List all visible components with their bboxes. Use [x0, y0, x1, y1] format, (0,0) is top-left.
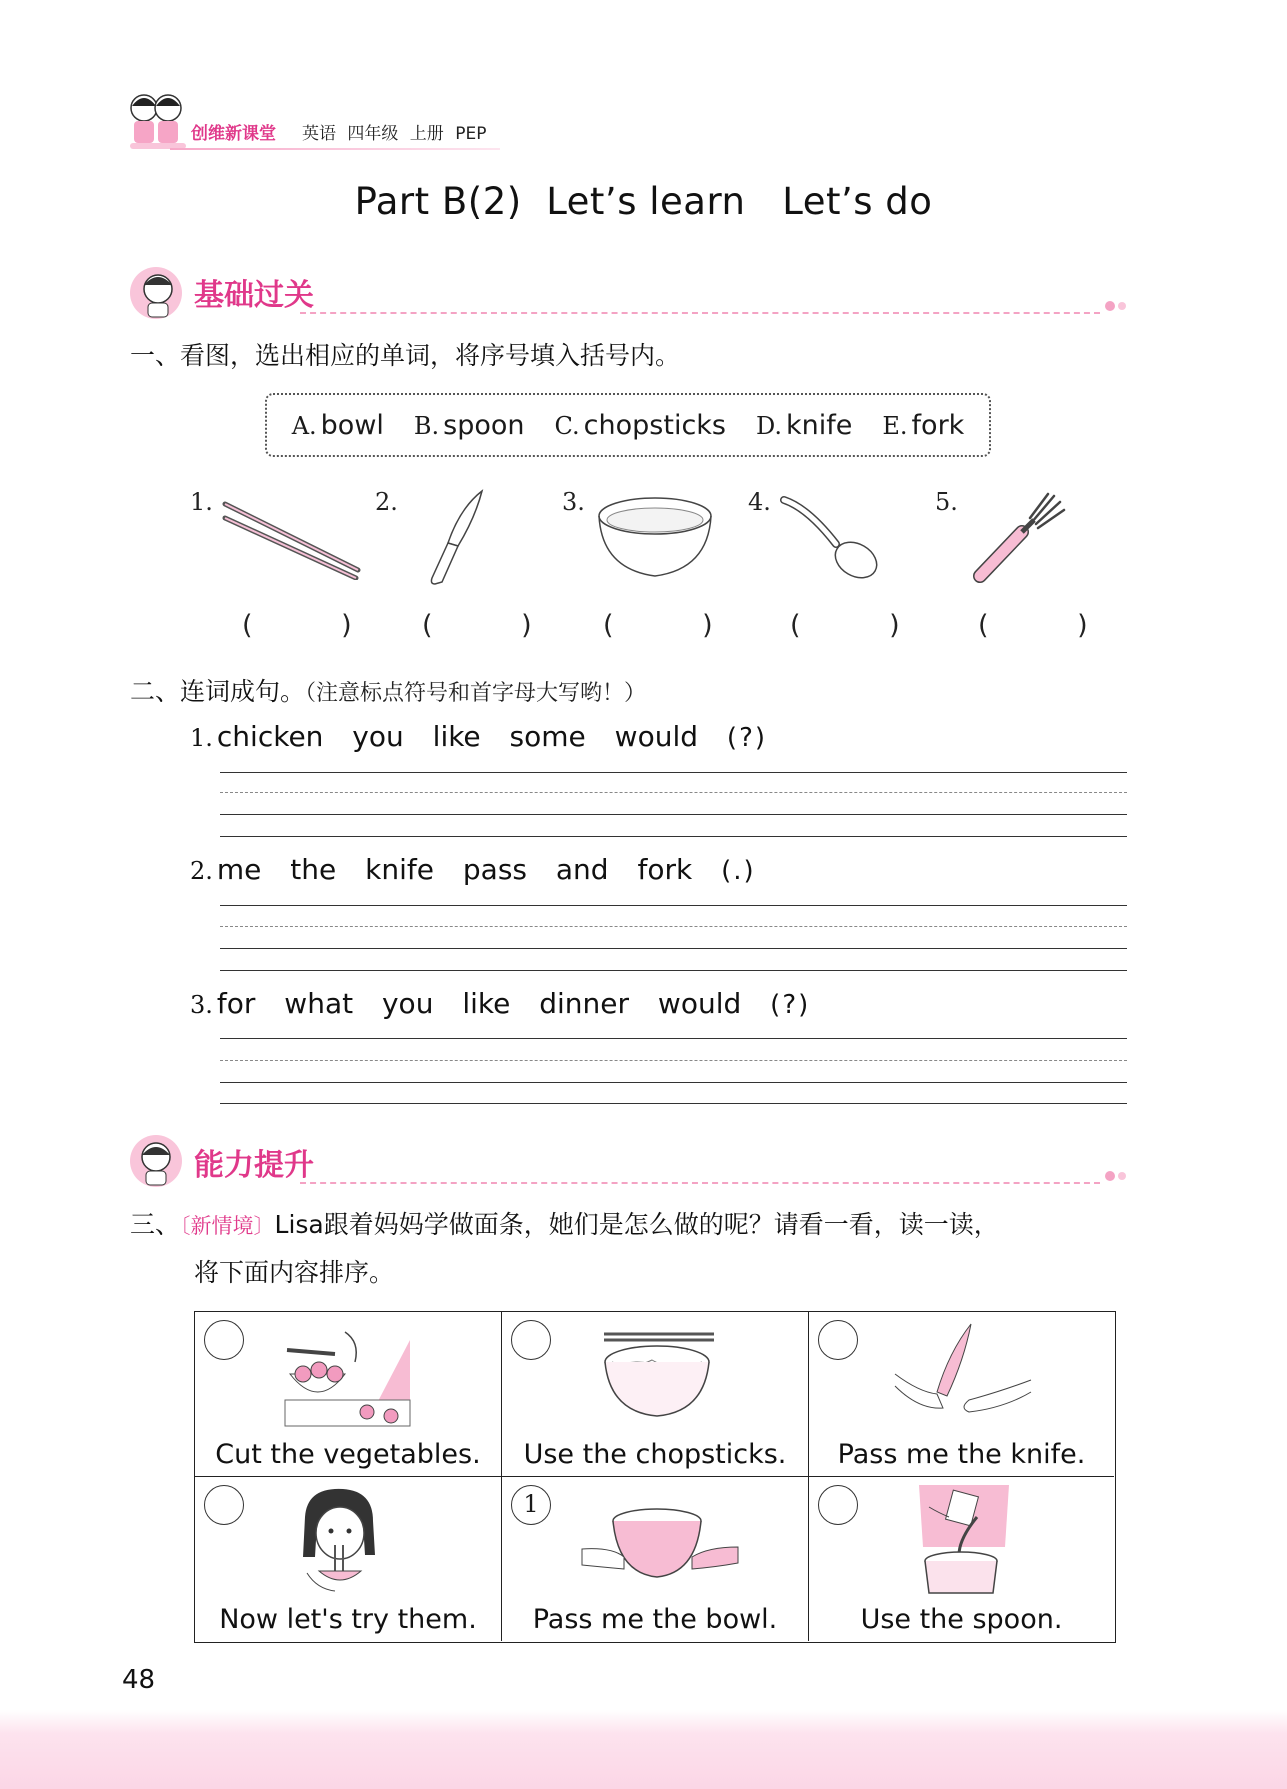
cutting-vegetables-icon — [195, 1312, 502, 1432]
step-cell — [195, 1312, 502, 1477]
step-cell — [809, 1312, 1114, 1477]
step-caption: Pass me the knife. — [837, 1439, 1086, 1470]
section-mascot-icon — [128, 1133, 184, 1189]
item-number: 1. — [190, 488, 213, 516]
chopsticks-icon — [222, 500, 362, 580]
new-context-tag: 〔新情境〕 — [180, 1214, 275, 1238]
ordering-grid — [194, 1311, 1116, 1643]
step-cell — [502, 1477, 809, 1641]
passing-knife-icon — [809, 1312, 1114, 1432]
pot-spoon-icon — [809, 1477, 1114, 1597]
sentence-2: 2. me the knife pass and fork (.) — [190, 853, 756, 886]
bank-item-b: B. spoon — [413, 409, 525, 441]
item-number: 4. — [748, 488, 771, 516]
footer-band — [0, 1710, 1287, 1789]
section-mascot-icon — [128, 265, 184, 321]
writing-line-dashed[interactable] — [220, 926, 1127, 927]
writing-line[interactable] — [220, 836, 1127, 837]
bank-item-e: E. fork — [882, 409, 965, 441]
step-caption: Use the chopsticks. — [523, 1439, 787, 1470]
brand-name: 创维新课堂 — [191, 124, 276, 144]
item-number: 5. — [935, 488, 958, 516]
answer-blank[interactable]: ( ) — [603, 610, 753, 641]
writing-line[interactable] — [220, 1103, 1127, 1104]
answer-blank[interactable]: ( ) — [242, 610, 392, 641]
page-title: Part B(2) Let’s learn Let’s do — [354, 180, 933, 223]
writing-line[interactable] — [220, 814, 1127, 815]
bank-item-c: C. chopsticks — [554, 409, 726, 441]
step-caption: Pass me the bowl. — [532, 1604, 778, 1635]
step-caption: Now let's try them. — [219, 1604, 477, 1635]
dots-decoration-icon — [1105, 1170, 1129, 1182]
bowl-icon — [596, 494, 714, 584]
step-cell — [809, 1477, 1114, 1641]
dots-decoration-icon — [1105, 300, 1129, 312]
answer-blank[interactable]: ( ) — [790, 610, 940, 641]
sentence-3: 3. for what you like dinner would (?) — [190, 987, 811, 1020]
writing-line-dashed[interactable] — [220, 1060, 1127, 1061]
header-divider — [170, 148, 500, 150]
word-bank — [265, 393, 991, 457]
section-divider — [300, 1182, 1100, 1184]
step-caption: Cut the vegetables. — [215, 1439, 481, 1470]
step-cell — [502, 1312, 809, 1477]
writing-line-dashed[interactable] — [220, 792, 1127, 793]
writing-line[interactable] — [220, 948, 1127, 949]
writing-line[interactable] — [220, 970, 1127, 971]
passing-bowl-icon — [502, 1477, 809, 1597]
section-title-basic: 基础过关 — [194, 278, 314, 313]
bank-item-a: A. bowl — [291, 409, 384, 441]
book-info: 英语 四年级 上册 PEP — [302, 124, 487, 144]
question-2-note: （注意标点符号和首字母大写哟！） — [305, 681, 647, 706]
item-number: 3. — [562, 488, 585, 516]
answer-blank[interactable]: ( ) — [978, 610, 1128, 641]
sentence-1: 1. chicken you like some would (?) — [190, 720, 768, 753]
girl-eating-icon — [195, 1477, 502, 1597]
answer-blank[interactable]: ( ) — [422, 610, 572, 641]
noodle-bowl-icon — [502, 1312, 809, 1432]
spoon-icon — [778, 494, 886, 584]
question-3-heading: 三、〔新情境〕Lisa跟着妈妈学做面条，她们是怎么做的呢？请看一看，读一读， — [130, 1210, 999, 1239]
question-3-heading-line2: 将下面内容排序。 — [194, 1258, 395, 1287]
page-number: 48 — [122, 1665, 156, 1695]
writing-line[interactable] — [220, 905, 1127, 906]
order-circle[interactable]: 1 — [511, 1485, 551, 1525]
question-1-heading: 一、看图，选出相应的单词，将序号填入括号内。 — [130, 341, 681, 370]
section-divider — [300, 312, 1100, 314]
question-2-heading: 二、连词成句。（注意标点符号和首字母大写哟！） — [130, 677, 647, 706]
bank-item-d: D. knife — [756, 409, 853, 441]
writing-line[interactable] — [220, 772, 1127, 773]
kids-logo-icon — [124, 88, 192, 156]
step-caption: Use the spoon. — [860, 1604, 1063, 1635]
writing-line[interactable] — [220, 1038, 1127, 1039]
section-title-advanced: 能力提升 — [194, 1148, 314, 1183]
step-cell — [195, 1477, 502, 1641]
knife-icon — [420, 488, 490, 588]
writing-line[interactable] — [220, 1082, 1127, 1083]
item-number: 2. — [375, 488, 398, 516]
fork-icon — [960, 490, 1068, 590]
